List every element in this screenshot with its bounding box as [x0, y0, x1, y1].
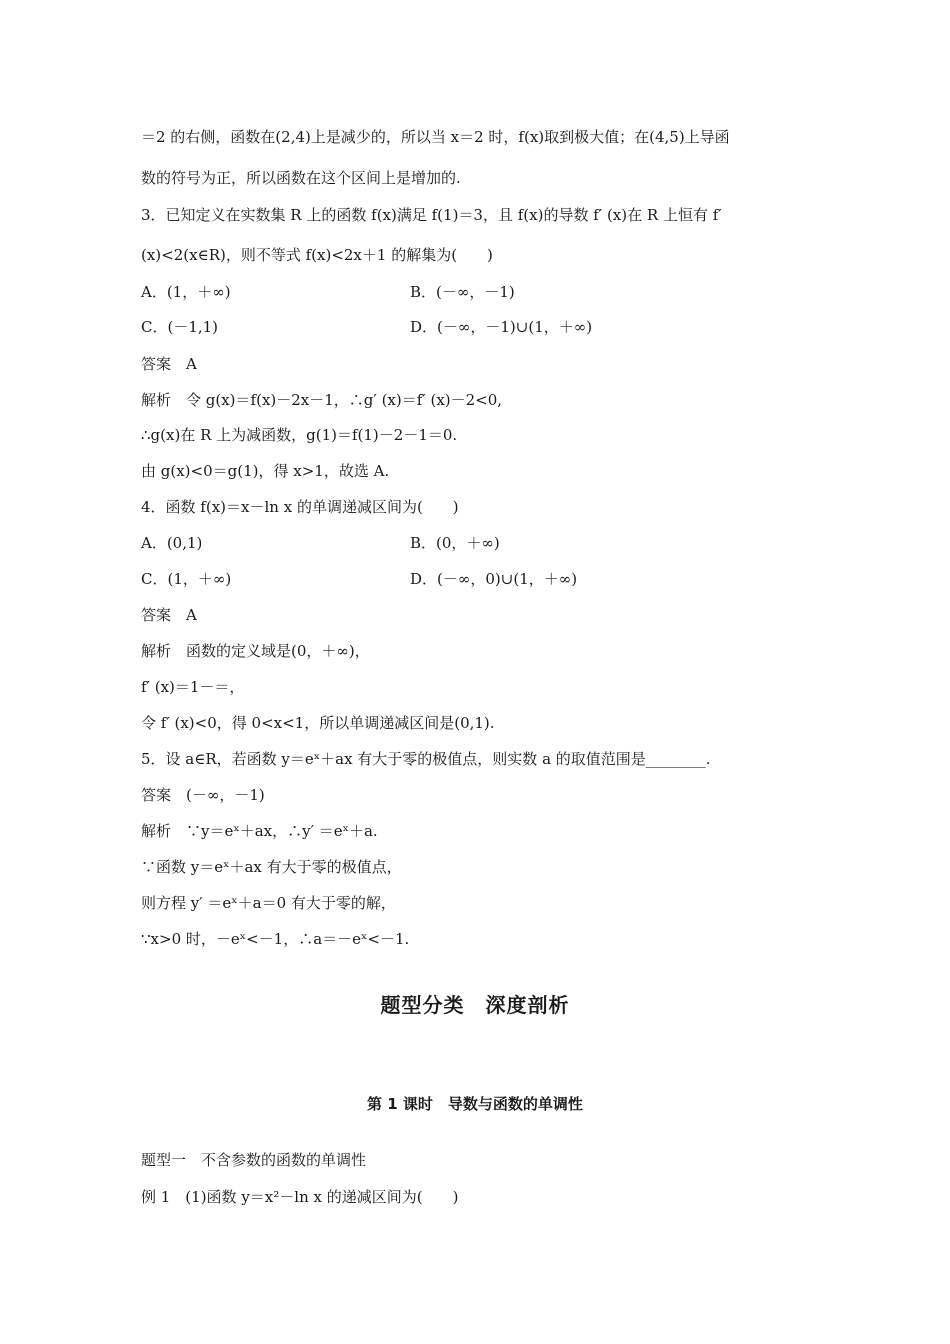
question-3-cont: (x)<2(x∈R)，则不等式 f(x)<2x＋1 的解集为( ) — [141, 246, 493, 264]
answer: 答案 (－∞，－1) — [141, 786, 265, 804]
topic-heading: 题型一 不含参数的函数的单调性 — [141, 1151, 367, 1169]
lesson-title: 第 1 课时 导数与函数的单调性 — [367, 1095, 583, 1113]
section-title: 题型分类 深度剖析 — [380, 993, 570, 1017]
solution-line: ∵x>0 时，－eˣ<－1，∴a＝－eˣ<－1. — [141, 930, 410, 948]
solution-line: ∵函数 y＝eˣ＋ax 有大于零的极值点， — [141, 858, 402, 876]
option-a: A．(1，＋∞) — [141, 283, 231, 301]
option-d: D．(－∞，－1)∪(1，＋∞) — [410, 318, 593, 336]
answer: 答案 A — [141, 355, 197, 373]
option-b: B．(－∞，－1) — [410, 283, 515, 301]
solution-line: 由 g(x)<0＝g(1)，得 x>1，故选 A. — [141, 462, 390, 480]
option-d: D．(－∞，0)∪(1，＋∞) — [410, 570, 578, 588]
question-3: 3．已知定义在实数集 R 上的函数 f(x)满足 f(1)＝3，且 f(x)的导数 f′ (x)在 R 上恒有 f′ — [141, 206, 722, 224]
option-c: C．(1，＋∞) — [141, 570, 232, 588]
question-5: 5．设 a∈R，若函数 y＝eˣ＋ax 有大于零的极值点，则实数 a 的取值范围是________. — [141, 750, 711, 768]
option-b: B．(0，＋∞) — [410, 534, 500, 552]
solution-line: f′ (x)＝1－＝， — [141, 678, 245, 696]
question-4: 4．函数 f(x)＝x－ln x 的单调递减区间为( ) — [141, 498, 459, 516]
solution-line: 解析 ∵y＝eˣ＋ax，∴y′ ＝eˣ＋a. — [141, 822, 378, 840]
text-line: 数的符号为正，所以函数在这个区间上是增加的. — [141, 169, 461, 187]
solution-line: ∴g(x)在 R 上为减函数，g(1)＝f(1)－2－1＝0. — [141, 426, 458, 444]
text-line: ＝2 的右侧，函数在(2,4)上是减少的，所以当 x＝2 时，f(x)取到极大值；在(4,5)上导函 — [141, 128, 730, 146]
example-line: 例 1 (1)函数 y＝x²－ln x 的递减区间为( ) — [141, 1188, 459, 1206]
solution-line: 则方程 y′ ＝eˣ＋a＝0 有大于零的解， — [141, 894, 396, 912]
option-a: A．(0,1) — [141, 534, 203, 552]
solution-line: 解析 令 g(x)＝f(x)－2x－1，∴g′ (x)＝f′ (x)－2<0, — [141, 391, 503, 409]
solution-line: 解析 函数的定义域是(0，＋∞)， — [141, 642, 370, 660]
option-c: C．(－1,1) — [141, 318, 219, 336]
answer: 答案 A — [141, 606, 197, 624]
solution-line: 令 f′ (x)<0，得 0<x<1，所以单调递减区间是(0,1). — [141, 714, 495, 732]
